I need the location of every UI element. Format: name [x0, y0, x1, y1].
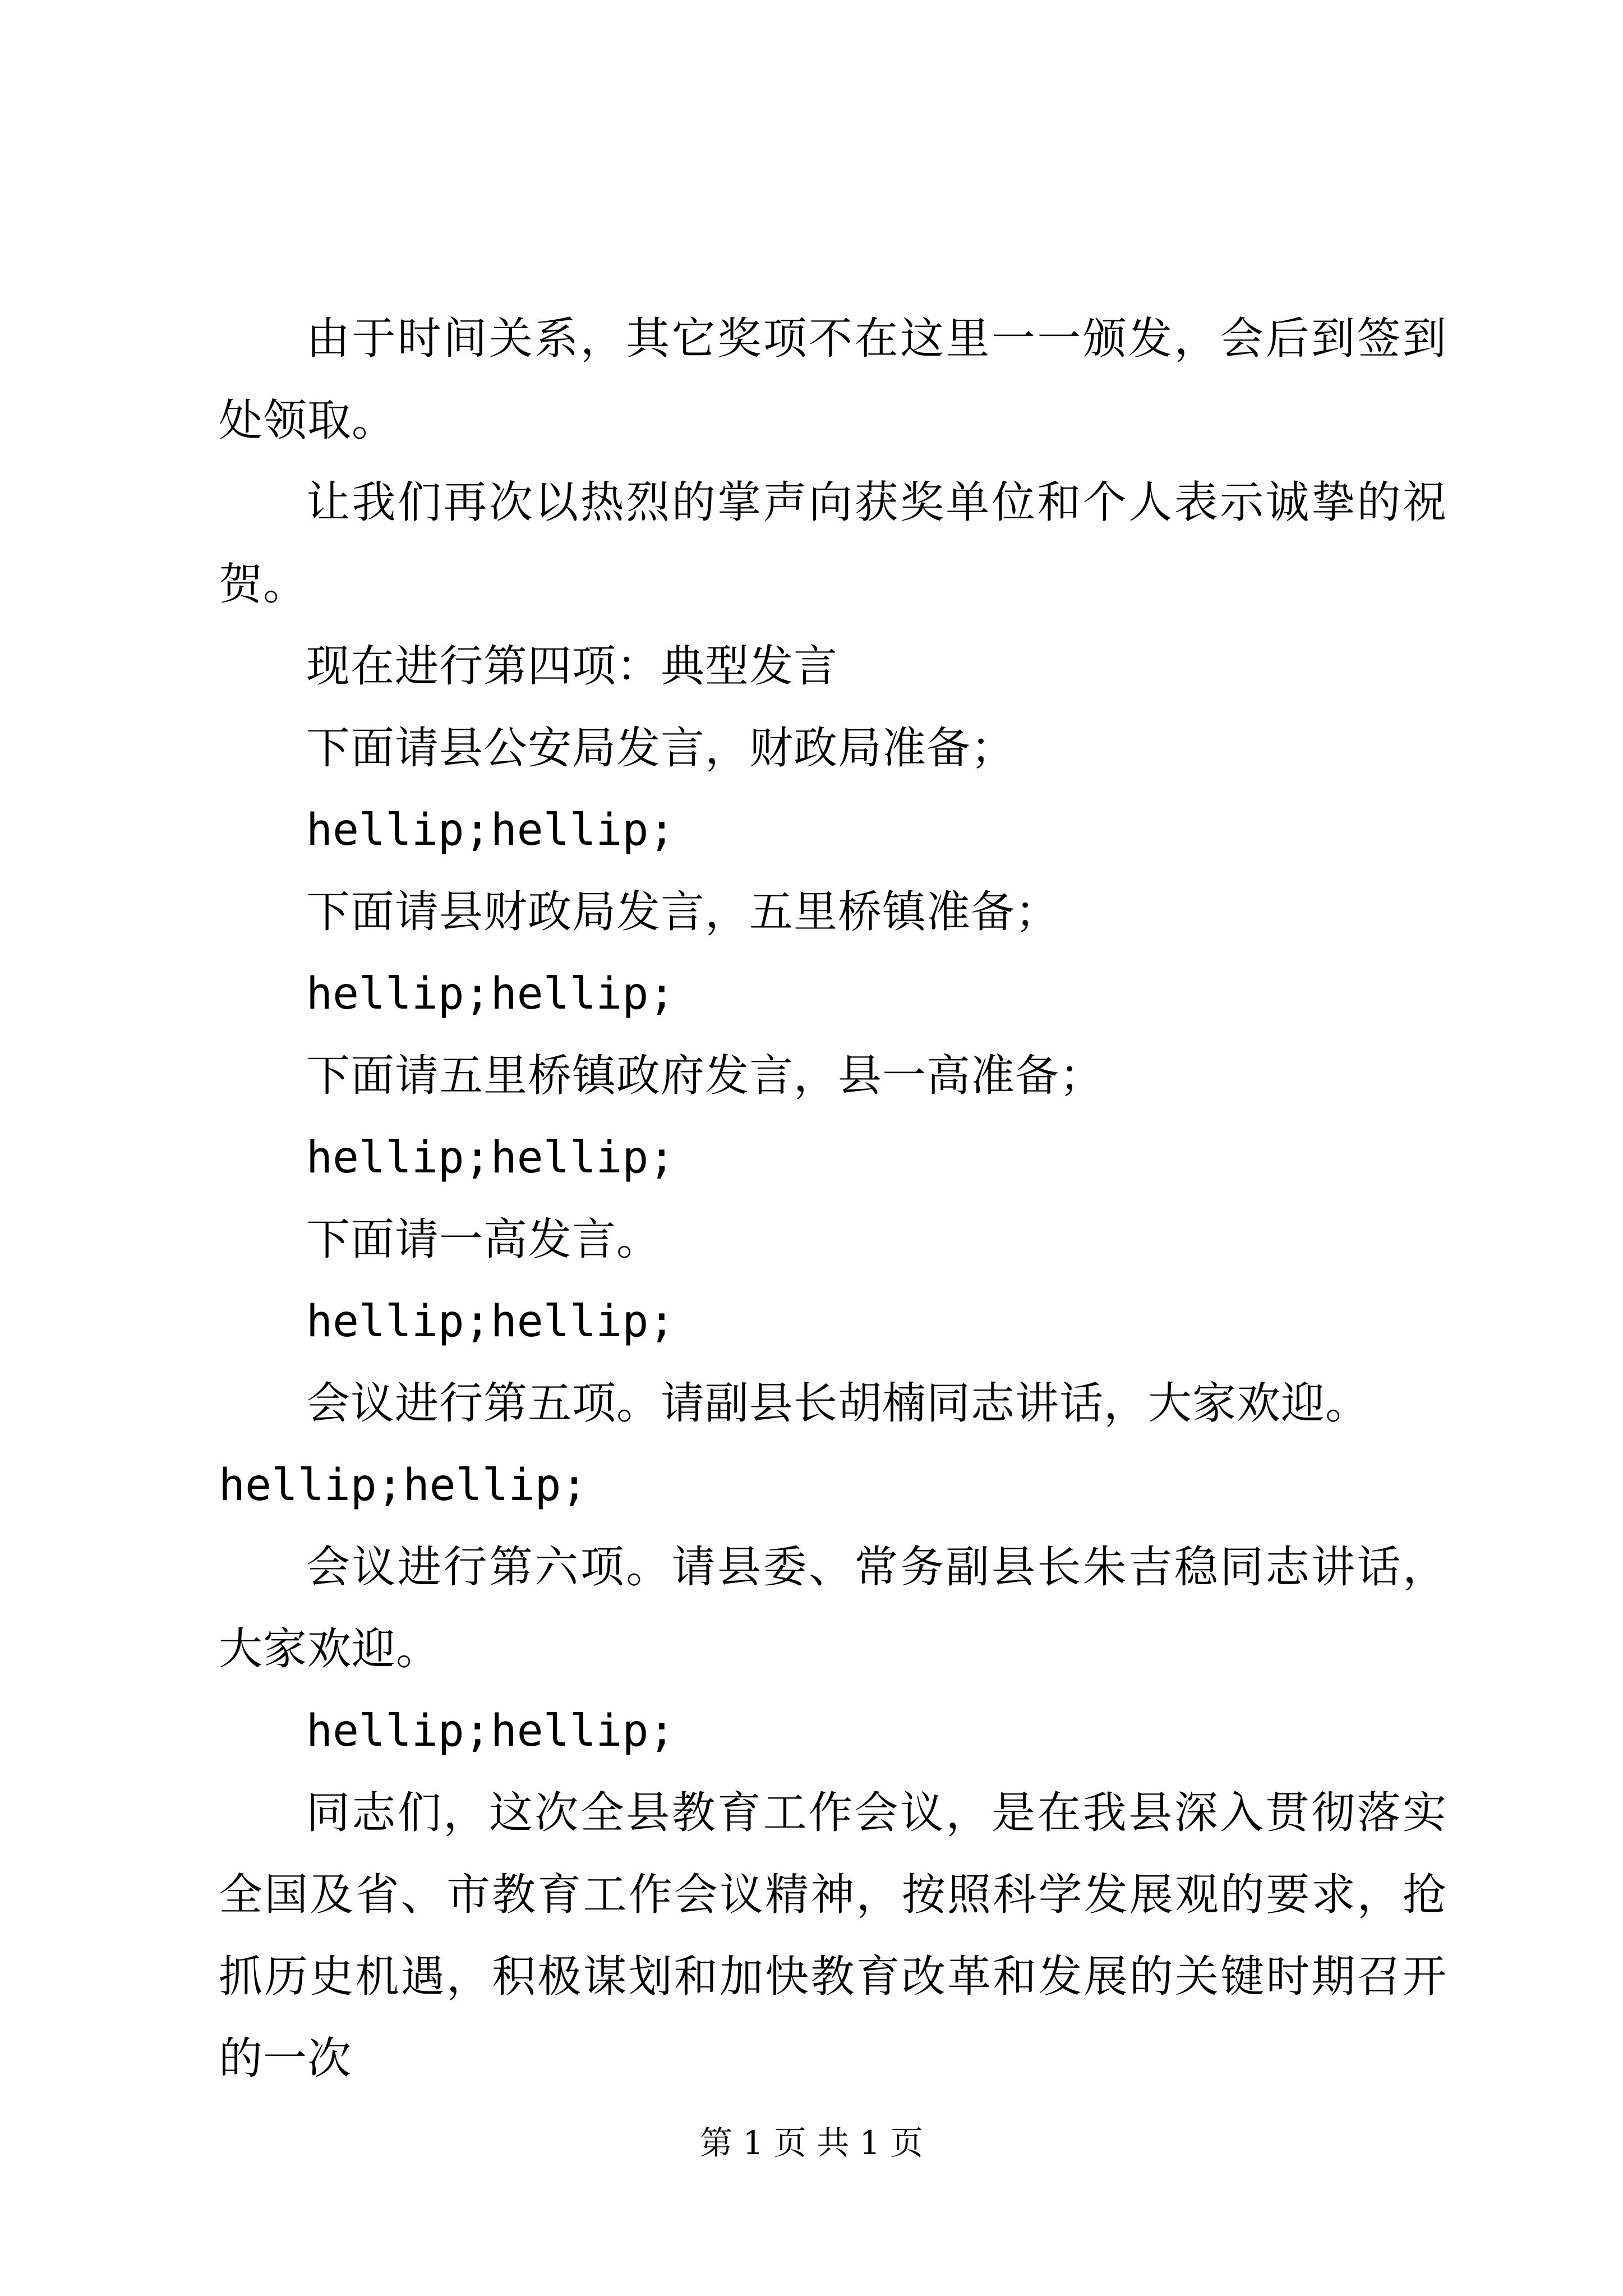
paragraph: 下面请县财政局发言，五里桥镇准备； — [306, 887, 1060, 937]
paragraph: hellip;hellip; — [219, 1460, 588, 1511]
paragraph: hellip;hellip; — [306, 805, 675, 855]
paragraph: 让我们再次以热烈的掌声向获奖单位和个人表示诚挚的祝贺。 — [219, 477, 1447, 610]
paragraph: hellip;hellip; — [306, 969, 675, 1019]
paragraph: hellip;hellip; — [306, 1706, 675, 1756]
paragraph: 下面请一高发言。 — [306, 1214, 661, 1265]
page-footer: 第 1 页 共 1 页 — [700, 2124, 923, 2162]
paragraph: 现在进行第四项：典型发言 — [306, 641, 838, 692]
paragraph: 下面请五里桥镇政府发言，县一高准备； — [306, 1051, 1104, 1101]
paragraph: 下面请县公安局发言，财政局准备； — [306, 723, 1016, 774]
paragraph: hellip;hellip; — [306, 1133, 675, 1183]
paragraph: 同志们，这次全县教育工作会议，是在我县深入贯彻落实全国及省、市教育工作会议精神，按照科学发展观的要求，抢抓历史机遇，积极谋划和加快教育改革和发展的关键时期召开的一次 — [219, 1788, 1447, 2084]
paragraph: 由于时间关系，其它奖项不在这里一一颁发，会后到签到处领取。 — [219, 314, 1447, 446]
paragraph: hellip;hellip; — [306, 1296, 675, 1347]
document-body — [219, 298, 1447, 2100]
paragraph: 会议进行第六项。请县委、常务副县长朱吉稳同志讲话，大家欢迎。 — [219, 1542, 1447, 1674]
paragraph: 会议进行第五项。请副县长胡楠同志讲话，大家欢迎。 — [306, 1378, 1370, 1429]
